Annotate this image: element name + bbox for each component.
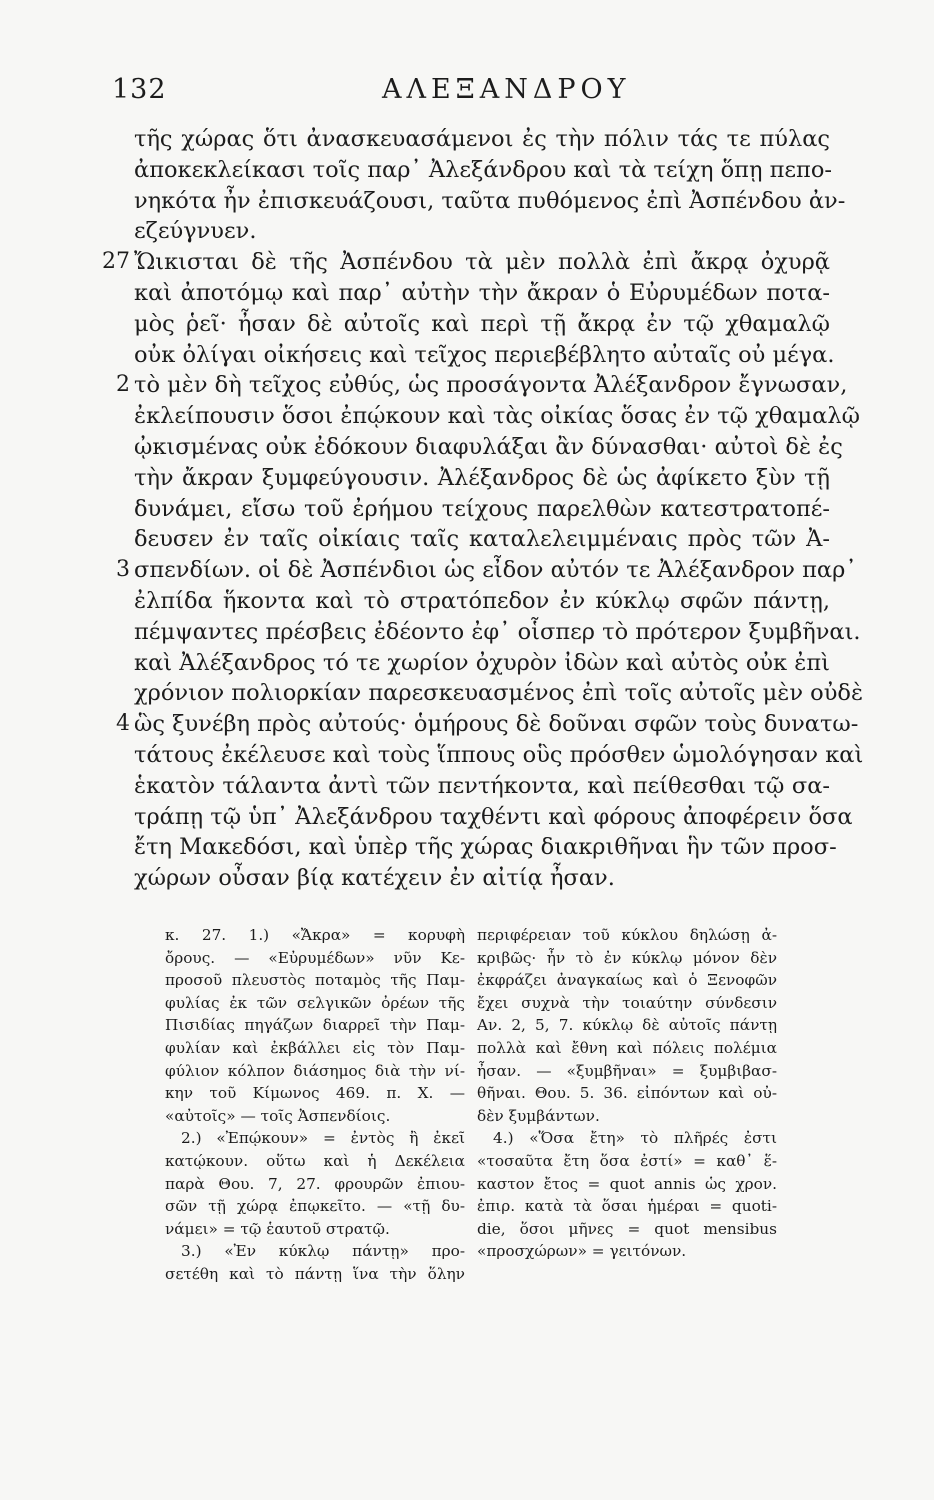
line-text: δευσεν ἐν ταῖς οἰκίαις ταῖς καταλελειμμέναις πρὸς τῶν Ἀ-: [134, 526, 830, 553]
footnote-line: [477, 969, 777, 992]
footnote-text: θῆναι. Θου. 5. 36. εἰπόντων καὶ οὐ-: [477, 1084, 777, 1103]
footnote-line: [477, 947, 777, 970]
footnote-text: ὄρους. — «Εὐρυμέδων» νῦν Κε-: [165, 948, 465, 967]
footnote-text: 4.) «Ὅσα ἔτη» τὸ πλῆρές ἐστι: [493, 1129, 777, 1148]
line-text: χρόνιον πολιορκίαν παρεσκευασμένος ἐπὶ τοῖς αὐτοῖς μὲν οὐδὲ: [134, 680, 864, 707]
text-line: [90, 309, 830, 340]
line-text: δυνάμει, εἴσω τοῦ ἐρήμου τείχους παρελθὼν κατεστρατοπέ-: [134, 495, 830, 522]
text-line: [90, 401, 860, 432]
footnote-line: [477, 1037, 777, 1060]
text-line: [90, 802, 853, 833]
text-line: [90, 216, 830, 247]
footnote-text: ἔχει συχνὰ τὴν τοιαύτην σύνδεσιν: [477, 993, 777, 1012]
footnote-text: Αν. 2, 5, 7. κύκλῳ δὲ αὐτοῖς πάντῃ: [477, 1016, 777, 1035]
footnote-line: [165, 1218, 465, 1241]
line-text: χώρων οὖσαν βίᾳ κατέχειν ἐν αἰτίᾳ ἦσαν.: [134, 865, 615, 892]
footnote-text: «τοσαῦτα ἔτη ὅσα ἐστί» = καθ᾿ ἕ-: [477, 1151, 777, 1170]
footnote-text: ἦσαν. — «ξυμβῆναι» = ξυμβιβασ-: [477, 1061, 777, 1080]
footnote-line: [165, 1240, 465, 1263]
line-text: ἔτη Μακεδόσι, καὶ ὑπὲρ τῆς χώρας διακριθῆναι ἣν τῶν προσ-: [134, 834, 837, 861]
line-text: καὶ Ἀλέξανδρος τό τε χωρίον ὀχυρὸν ἰδὼν καὶ αὐτὸς οὐκ ἐπὶ: [134, 649, 830, 676]
line-text: ἐκλείπουσιν ὅσοι ἐπῴκουν καὶ τὰς οἰκίας ὅσας ἐν τῷ χθαμαλῷ: [134, 403, 860, 430]
footnote-line: [165, 1127, 465, 1150]
footnote-text: «αὐτοῖς» — τοῖς Ἀσπενδίοις.: [165, 1106, 391, 1125]
line-text: τάτους ἐκέλευσε καὶ τοὺς ἵππους οὓς πρόσθεν ὡμολόγησαν καὶ: [134, 741, 864, 768]
footnote-line: [477, 1240, 777, 1263]
footnotes-left-column: [165, 924, 465, 1286]
footnote-line: [165, 924, 465, 947]
text-line: [90, 494, 830, 525]
line-text: σπενδίων. οἱ δὲ Ἀσπένδιοι ὡς εἶδον αὐτόν τε Ἀλέξανδρον παρ᾿: [134, 557, 857, 584]
footnote-line: [165, 1150, 465, 1173]
page-number: 132: [112, 74, 167, 105]
footnote-line: [477, 1195, 777, 1218]
footnote-text: σῶν τῇ χώρᾳ ἐπῳκεῖτο. — «τῇ δυ-: [165, 1197, 465, 1216]
footnote-text: κ. 27. 1.) «Ἄκρα» = κορυφὴ: [165, 926, 465, 944]
footnote-line: [165, 992, 465, 1015]
footnote-text: Πισιδίας πηγάζων διαρρεῖ τὴν Παμ-: [165, 1016, 465, 1035]
footnote-text: ἐπιρ. κατὰ τὰ ὅσαι ἡμέραι = quoti-: [477, 1197, 777, 1216]
footnote-text: ἐκφράζει ἀναγκαίως καὶ ὁ Ξενοφῶν: [477, 971, 777, 990]
footnotes-right-column: [477, 924, 777, 1263]
text-line: [90, 678, 864, 709]
line-text: καὶ ἀποτόμῳ καὶ παρ᾿ αὐτὴν τὴν ἄκραν ὁ Εὐρυμέδων ποτα-: [134, 279, 830, 306]
text-line: [90, 370, 848, 401]
footnote-line: [165, 1195, 465, 1218]
footnote-text: φυλίαν καὶ ἐκβάλλει εἰς τὸν Παμ-: [165, 1038, 465, 1057]
footnote-text: φύλιον κόλπον διάσημος διὰ τὴν νί-: [165, 1061, 465, 1080]
line-text: τῆς χώρας ὅτι ἀνασκευασάμενοι ἐς τὴν πόλιν τάς τε πύλας: [134, 126, 830, 152]
footnote-text: κην τοῦ Κίμωνος 469. π. Χ. —: [165, 1084, 465, 1103]
section-number: 2: [116, 372, 130, 398]
footnote-text: «προσχώρων» = γειτόνων.: [477, 1242, 687, 1261]
running-title: ΑΛΕΞΑΝΔΡΟΥ: [382, 74, 631, 105]
text-line: [90, 463, 830, 494]
line-text: μὸς ῥεῖ· ἦσαν δὲ αὐτοῖς καὶ περὶ τῇ ἄκρᾳ ἐν τῷ χθαμαλῷ: [134, 310, 830, 337]
text-line: [90, 771, 830, 802]
footnote-text: σετέθη καὶ τὸ πάντῃ ἵνα τὴν ὅλην: [165, 1264, 465, 1283]
text-line: [90, 709, 859, 740]
footnote-line: [165, 1037, 465, 1060]
line-text: ὣς ξυνέβη πρὸς αὐτούς· ὁμήρους δὲ δοῦναι σφῶν τοὺς δυνατω-: [134, 711, 859, 738]
footnote-text: δὲν ξυμβάντων.: [477, 1106, 600, 1125]
line-text: οὐκ ὀλίγαι οἰκήσεις καὶ τεῖχος περιεβέβλητο αὐταῖς οὐ μέγα.: [134, 341, 835, 368]
footnote-text: 3.) «Ἐν κύκλῳ πάντῃ» προ-: [181, 1242, 465, 1261]
footnote-line: [477, 992, 777, 1015]
text-line: [90, 186, 846, 217]
text-line: [90, 432, 843, 463]
text-line: [90, 586, 830, 617]
footnote-text: φυλίας ἐκ τῶν σελγικῶν ὀρέων τῆς: [165, 993, 465, 1012]
section-number: 4: [116, 711, 130, 737]
footnote-line: [477, 1218, 777, 1241]
footnote-line: [477, 1150, 777, 1173]
line-text: ἀποκεκλείκασι τοῖς παρ᾿ Ἀλεξάνδρου καὶ τὰ τείχη ὅπῃ πεπο-: [134, 156, 832, 183]
footnote-line: [165, 1060, 465, 1083]
text-line: [90, 863, 830, 894]
line-text: τὸ μὲν δὴ τεῖχος εὐθύς, ὡς προσάγοντα Ἀλέξανδρον ἔγνωσαν,: [134, 372, 848, 399]
footnote-text: κατῴκουν. οὕτω καὶ ἡ Δεκέλεια: [165, 1151, 465, 1170]
line-text: νηκότα ἦν ἐπισκευάζουσι, ταῦτα πυθόμενος ἐπὶ Ἀσπένδου ἀν-: [134, 187, 846, 214]
footnote-line: [165, 969, 465, 992]
page-header: [112, 74, 824, 114]
main-text: [90, 124, 864, 894]
text-line: [90, 247, 830, 278]
line-text: πέμψαντες πρέσβεις ἐδέοντο ἐφ᾿ οἷσπερ τὸ πρότερον ξυμβῆναι.: [134, 618, 861, 645]
text-line: [90, 555, 857, 586]
footnote-text: προσοῦ πλευστὸς ποταμὸς τῆς Παμ-: [165, 971, 465, 990]
footnote-line: [165, 1173, 465, 1196]
footnote-line: [477, 1173, 777, 1196]
section-number: 27: [102, 249, 130, 275]
footnote-line: [477, 1060, 777, 1083]
section-number: 3: [116, 557, 130, 583]
footnote-line: [477, 1014, 777, 1037]
line-text: Ὤικισται δὲ τῆς Ἀσπένδου τὰ μὲν πολλὰ ἐπὶ ἄκρᾳ ὀχυρᾷ: [134, 249, 830, 276]
footnote-text: παρὰ Θου. 7, 27. φρουρῶν ἐπιου-: [165, 1174, 465, 1193]
footnote-line: [477, 1082, 777, 1105]
footnote-line: [165, 1105, 465, 1128]
line-text: τράπῃ τῷ ὑπ᾿ Ἀλεξάνδρου ταχθέντι καὶ φόρους ἀποφέρειν ὅσα: [134, 803, 853, 830]
footnote-text: 2.) «Ἐπῴκουν» = ἐντὸς ἢ ἐκεῖ: [181, 1129, 465, 1148]
footnote-line: [165, 1082, 465, 1105]
footnote-text: κριβῶς· ἦν τὸ ἐν κύκλῳ μόνον δὲν: [477, 948, 777, 967]
line-text: εζεύγνυεν.: [134, 218, 257, 245]
line-text: ἐλπίδα ἥκοντα καὶ τὸ στρατόπεδον ἐν κύκλῳ σφῶν πάντῃ,: [134, 587, 830, 614]
footnote-line: [165, 1263, 465, 1286]
text-line: [90, 740, 864, 771]
text-line: [90, 124, 830, 155]
footnote-text: καστον ἔτος = quot annis ὡς χρον.: [477, 1174, 777, 1193]
text-line: [90, 617, 861, 648]
footnote-text: πολλὰ καὶ ἔθνη καὶ πόλεις πολέμια: [477, 1038, 777, 1057]
footnote-line: [477, 924, 777, 947]
footnote-text: περιφέρειαν τοῦ κύκλου δηλώσῃ ἀ-: [477, 926, 777, 944]
footnote-text: νάμει» = τῷ ἑαυτοῦ στρατῷ.: [165, 1219, 390, 1238]
line-text: ἑκατὸν τάλαντα ἀντὶ τῶν πεντήκοντα, καὶ πείθεσθαι τῷ σα-: [134, 772, 830, 799]
line-text: ᾠκισμένας οὐκ ἐδόκουν διαφυλάξαι ἂν δύνασθαι· αὐτοὶ δὲ ἐς: [134, 433, 843, 460]
text-line: [90, 524, 830, 555]
footnote-line: [165, 947, 465, 970]
footnote-line: [165, 1014, 465, 1037]
text-line: [90, 278, 830, 309]
text-line: [90, 648, 830, 679]
footnote-line: [477, 1127, 777, 1150]
text-line: [90, 340, 835, 371]
text-line: [90, 832, 837, 863]
footnote-text: die, ὅσοι μῆνες = quot mensibus: [477, 1219, 777, 1238]
footnote-line: [477, 1105, 777, 1128]
line-text: τὴν ἄκραν ξυμφεύγουσιν. Ἀλέξανδρος δὲ ὡς ἀφίκετο ξὺν τῇ: [134, 464, 830, 491]
text-line: [90, 155, 830, 186]
